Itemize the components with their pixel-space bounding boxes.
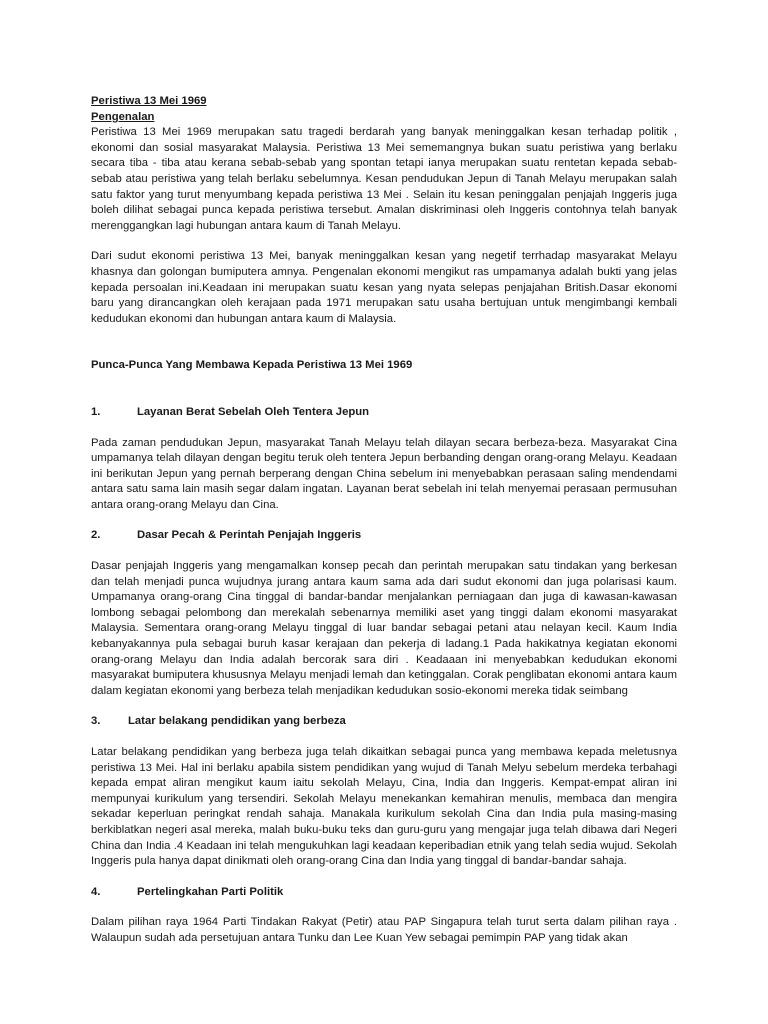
section-title: Dasar Pecah & Perintah Penjajah Inggeris bbox=[137, 529, 362, 542]
intro-paragraph-2: Dari sudut ekonomi peristiwa 13 Mei, banyak meninggalkan kesan yang negetif terrhadap masyarakat Melayu khasnya dan golongan bumiputera amnya. Pengenalan ekonomi mengikut ras umpamanya adalah bukti yang jelas kepada persoalan ini.Keadaan ini merupakan suatu kesan yang nyata selepas penjajahan British.Dasar ekonomi baru yang dirancangkan oleh kerajaan pada 1971 merupakan satu usaha bertujuan untuk mengimbangi kembali kedudukan ekonomi dan hubungan antara kaum di Malaysia. bbox=[91, 250, 677, 325]
section-number: 4. bbox=[91, 885, 101, 898]
section-heading-4 bbox=[91, 885, 677, 901]
intro-heading: Pengenalan bbox=[91, 110, 155, 123]
section-body-3: Latar belakang pendidikan yang berbeza juga telah dikaitkan sebagai punca yang membawa kepada meletusnya peristiwa 13 Mei. Hal ini berlaku apabila sistem pendidikan yang wujud di Tanah Melyu sebelum merdeka terbahagi kepada empat aliran mengikut kaum iaitu sekolah Melayu, Cina, India dan Inggeris. Kempat-empat aliran ini mempunyai kurikulum yang tersendiri. Sekolah Melayu menekankan kemahiran menulis, membaca dan mengira sekadar keperluan peringkat rendah sahaja. Manakala kurikulum sekolah Cina dan India pula masing-masing berkiblatkan negeri asal mereka, malah buku-buku teks dan guru-guru yang mengajar juga telah dibawa dari Negeri China dan India .4 Keadaan ini telah mengukuhkan lagi keadaan keperibadian etnik yang telah sedia wujud. Sekolah Inggeris pula hanya dapat dinikmati oleh orang-orang Cina dan India yang tinggal di bandar-bandar sahaja. bbox=[91, 746, 677, 868]
document-content bbox=[91, 94, 677, 947]
intro-paragraph-1: Peristiwa 13 Mei 1969 merupakan satu tragedi berdarah yang banyak meninggalkan kesan terhadap politik , ekonomi dan sosial masyarakat Malaysia. Peristiwa 13 Mei sememangnya bukan suatu peristiwa yang berlaku secara tiba - tiba atau kerana sebab-sebab yang spontan tetapi ianya merupakan suatu rentetan kepada sebab-sebab atau peristiwa yang telah berlaku sebelumnya. Kesan pendudukan Jepun di Tanah Melayu merupakan salah satu faktor yang turut menyumbang kepada peristiwa 13 Mei . Selain itu kesan peninggalan penjajah Inggeris juga boleh dilihat sebagai punca kepada peristiwa tersebut. Amalan diskriminasi oleh Inggeris contohnya telah banyak merenggangkan lagi hubungan antara kaum di Tanah Melayu. bbox=[91, 126, 677, 232]
section-title: Layanan Berat Sebelah Oleh Tentera Jepun bbox=[137, 405, 370, 418]
section-number: 2. bbox=[91, 529, 101, 542]
section-body-2: Dasar penjajah Inggeris yang mengamalkan konsep pecah dan perintah merupakan satu tindakan yang berkesan dan telah menjadi punca wujudnya jurang antara kaum sama ada dari sudut ekonomi dan juga polarisasi kaum. Umpamanya orang-orang Cina tinggal di bandar-bandar menjalankan perniagaan dan juga di kawasan-kawasan lombong sebagai pelombong dan merekalah sebenarnya memiliki aset yang tinggi dalam ekonomi masyarakat Malaysia. Sementara orang-orang Melayu tinggal di luar bandar sebagai petani atau nelayan kecil. Kaum India kebanyakannya pula sebagai buruh kasar kerajaan dan pekerja di ladang.1 Pada hakikatnya kegiatan ekonomi orang-orang Melayu dan India adalah bercorak sara diri . Keadaaan ini menyebabkan kedudukan ekonomi masyarakat bumiputera khususnya Melayu menjadi lemah dan ketinggalan. Corak penglibatan ekonomi antara kaum dalam kegiatan ekonomi yang berbeza telah menjadikan kedudukan sosio-ekonomi mereka tidak seimbang bbox=[91, 560, 677, 697]
section-heading-1 bbox=[91, 405, 677, 421]
section-number: 3. bbox=[91, 715, 101, 728]
document-title: Peristiwa 13 Mei 1969 bbox=[91, 95, 207, 107]
section-heading-2 bbox=[91, 528, 677, 544]
section-heading-3 bbox=[91, 714, 677, 730]
section-title: Pertelingkahan Parti Politik bbox=[137, 885, 284, 898]
section-body-4: Dalam pilihan raya 1964 Parti Tindakan Rakyat (Petir) atau PAP Singapura telah turut serta dalam pilihan raya . Walaupun sudah ada persetujuan antara Tunku dan Lee Kuan Yew sebagai pemimpin PAP yang tidak akan bbox=[91, 916, 677, 944]
section-body-1: Pada zaman pendudukan Jepun, masyarakat Tanah Melayu telah dilayan secara berbeza-beza. Masyarakat Cina umpamanya telah dilayan dengan begitu teruk oleh tentera Jepun berbanding dengan orang-orang Melayu. Keadaan ini berikutan Jepun yang pernah berperang dengan China sebelum ini menyebabkan perasaan saling mendendami antara satu sama lain masih segar dalam ingatan. Layanan berat sebelah ini telah menyemai perasaan permusuhan antara orang-orang Melayu dan Cina. bbox=[91, 436, 677, 511]
section-title: Latar belakang pendidikan yang berbeza bbox=[128, 715, 346, 728]
section-number: 1. bbox=[91, 405, 101, 418]
causes-heading: Punca-Punca Yang Membawa Kepada Peristiwa 13 Mei 1969 bbox=[91, 359, 413, 372]
